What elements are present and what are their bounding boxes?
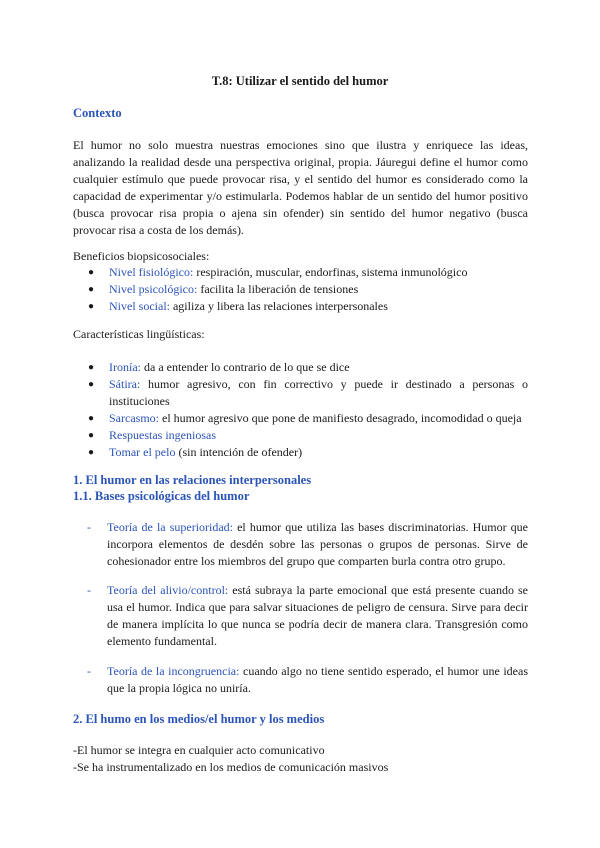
list-item: ● Nivel psicológico: facilita la liberación de tensiones bbox=[88, 282, 359, 296]
contexto-paragraph: El humor no solo muestra nuestras emociones sino que ilustra y enriquece las ideas, analizando la realidad desde una perspectiva original, propia. Jáuregui define el humor como cualquier estímulo que puede provocar risa, y el sentido del humor es considerado como la capacidad de experimentar y/o estimularla. Podemos hablar de un sentido del humor positivo (busca provocar risa propia o ajena sin ofender) sin sentido del humor negativo (busca provocar risa a costa de los demás). bbox=[73, 138, 528, 237]
list-item: ● Tomar el pelo (sin intención de ofender) bbox=[88, 445, 303, 459]
list-item: ● Respuestas ingeniosas bbox=[88, 428, 216, 442]
theory-item: - Teoría de la incongruencia: cuando algo no tiene sentido esperado, el humor une ideas que la propia lógica no uniría. bbox=[87, 664, 528, 695]
theory-item: - Teoría del alivio/control: está subraya la parte emocional que está presente cuando se usa el humor. Indica que para salvar situaciones de peligro de censura. Sirve para decir de manera implícita lo que nunca se podría decir de manera clara. Transgresión como elemento fundamental. bbox=[87, 583, 528, 648]
section1-subheading: 1.1. Bases psicológicas del humor bbox=[73, 489, 250, 503]
contexto-heading: Contexto bbox=[73, 106, 122, 120]
section2-line: -Se ha instrumentalizado en los medios de comunicación masivos bbox=[73, 760, 389, 774]
bullet-icon: ● bbox=[88, 284, 95, 295]
bullet-icon: ● bbox=[88, 430, 95, 441]
bullet-icon: ● bbox=[88, 447, 95, 458]
dash-icon: - bbox=[87, 520, 91, 534]
section1-heading: 1. El humor en las relaciones interpersonales bbox=[73, 473, 312, 487]
theory-item: - Teoría de la superioridad: el humor que utiliza las bases discriminatorias. Humor que incorpora elementos de desdén sobre las personas o grupos de personas. Sirve de cohesionador entre los miembros del grupo que comparten burla contra otro grupo. bbox=[87, 520, 528, 568]
caracteristicas-list bbox=[73, 359, 528, 461]
list-item: ● Nivel social: agiliza y libera las relaciones interpersonales bbox=[88, 299, 388, 313]
caracteristicas-label: Características lingüísticas: bbox=[73, 327, 205, 341]
list-item: ● Nivel fisiológico: respiración, muscular, endorfinas, sistema inmunológico bbox=[88, 265, 468, 279]
list-item: ● Sarcasmo: el humor agresivo que pone de manifiesto desagrado, incomodidad o queja bbox=[88, 411, 522, 425]
page-title: T.8: Utilizar el sentido del humor bbox=[211, 74, 389, 88]
bullet-icon: ● bbox=[88, 301, 95, 312]
bullet-icon: ● bbox=[88, 267, 95, 278]
bullet-icon: ● bbox=[88, 413, 95, 424]
section2-heading: 2. El humo en los medios/el humor y los medios bbox=[73, 712, 325, 726]
dash-icon: - bbox=[87, 664, 91, 678]
beneficios-label: Beneficios biopsicosociales: bbox=[73, 249, 210, 263]
list-item: ● Sátira: humor agresivo, con fin correctivo y puede ir destinado a personas o instituciones bbox=[88, 377, 528, 408]
bullet-icon: ● bbox=[88, 362, 95, 373]
list-item: ● Ironía: da a entender lo contrario de lo que se dice bbox=[88, 360, 350, 374]
dash-icon: - bbox=[87, 583, 91, 597]
beneficios-list bbox=[73, 264, 528, 315]
bullet-icon: ● bbox=[88, 379, 95, 390]
section2-line: -El humor se integra en cualquier acto comunicativo bbox=[73, 743, 325, 757]
